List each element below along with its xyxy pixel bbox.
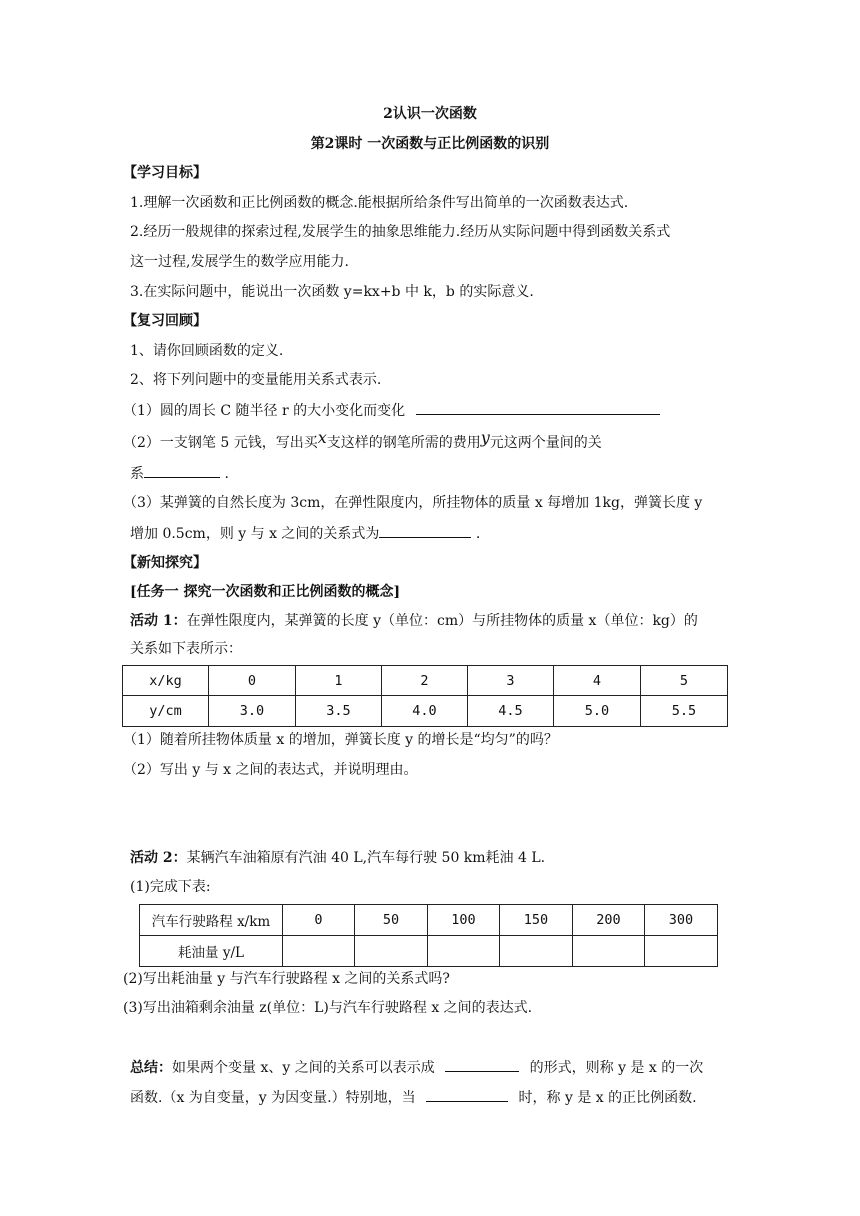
table-cell: 5.0 bbox=[554, 696, 641, 727]
activity1-q2: （2）写出 y 与 x 之间的表达式，并说明理由。 bbox=[123, 762, 418, 778]
table-cell: 4.5 bbox=[468, 696, 554, 727]
table-cell: 耗油量 y/L bbox=[140, 936, 283, 967]
summary-text-d: 时，称 y 是 x 的正比例函数. bbox=[518, 1090, 697, 1106]
fuel-input-cell[interactable] bbox=[500, 936, 573, 967]
review-part3-end: . bbox=[471, 526, 481, 542]
fuel-input-cell[interactable] bbox=[283, 936, 355, 967]
answer-blank-3[interactable] bbox=[379, 523, 471, 538]
activity1-intro-cont: 关系如下表所示： bbox=[130, 641, 242, 657]
fuel-table bbox=[139, 904, 718, 967]
table-cell: 2 bbox=[382, 666, 468, 696]
review-part3-cont bbox=[130, 523, 480, 544]
goal-item-2: 2.经历一般规律的探索过程,发展学生的抽象思维能力.经历从实际问题中得到函数关系式 bbox=[130, 224, 671, 240]
task1-heading: [任务一 探究一次函数和正比例函数的概念] bbox=[130, 584, 401, 600]
goal-item-2-cont: 这一过程,发展学生的数学应用能力. bbox=[130, 254, 349, 270]
doc-title: 2认识一次函数 bbox=[383, 106, 477, 122]
table-cell: 3.0 bbox=[209, 696, 296, 727]
table-cell: 4.0 bbox=[382, 696, 468, 727]
answer-blank-2[interactable] bbox=[144, 463, 220, 478]
review-part2-text-a: （2）一支钢笔 5 元钱，写出买 bbox=[123, 435, 318, 451]
fuel-input-cell[interactable] bbox=[645, 936, 718, 967]
activity2-intro bbox=[130, 848, 545, 868]
summary-label: 总结： bbox=[130, 1060, 172, 1076]
goal-item-1: 1.理解一次函数和正比例函数的概念.能根据所给条件写出简单的一次函数表达式. bbox=[130, 195, 629, 211]
summary-line2 bbox=[130, 1087, 697, 1108]
review-part3: （3）某弹簧的自然长度为 3cm，在弹性限度内，所挂物体的质量 x 每增加 1kg，弹簧长度 y bbox=[123, 495, 703, 511]
explore-heading: 【新知探究】 bbox=[123, 555, 207, 571]
review-heading: 【复习回顾】 bbox=[123, 313, 207, 329]
goals-heading: 【学习目标】 bbox=[123, 165, 207, 181]
table-cell: 0 bbox=[283, 905, 355, 936]
activity2-text: 某辆汽车油箱原有汽油 40 L,汽车每行驶 50 km耗油 4 L. bbox=[186, 850, 546, 866]
answer-blank-1[interactable] bbox=[416, 400, 660, 415]
fuel-input-cell[interactable] bbox=[355, 936, 428, 967]
review-part2-text-d: 系 bbox=[130, 466, 144, 482]
review-part2-text-b: 支这样的钢笔所需的费用 bbox=[326, 435, 481, 451]
doc-subtitle: 第2课时 一次函数与正比例函数的识别 bbox=[310, 136, 550, 152]
review-part2-cont bbox=[130, 463, 229, 484]
summary-blank-1[interactable] bbox=[445, 1057, 519, 1072]
summary-text-a: 如果两个变量 x、y 之间的关系可以表示成 bbox=[172, 1060, 435, 1076]
activity2-q2: (2)写出耗油量 y 与汽车行驶路程 x 之间的关系式吗? bbox=[123, 971, 450, 987]
table-cell: x/kg bbox=[123, 666, 209, 696]
review-part2 bbox=[123, 428, 602, 453]
spring-table-row-length bbox=[123, 696, 728, 727]
review-part2-text-c: 元这两个量间的关 bbox=[489, 435, 602, 451]
review-part1 bbox=[123, 400, 660, 421]
table-cell: 100 bbox=[428, 905, 500, 936]
spring-table bbox=[122, 665, 728, 727]
table-cell: y/cm bbox=[123, 696, 209, 727]
goal-item-3: 3.在实际问题中，能说出一次函数 y=kx+b 中 k，b 的实际意义. bbox=[130, 284, 534, 300]
fuel-table-row-distance bbox=[140, 905, 718, 936]
table-cell: 5 bbox=[641, 666, 728, 696]
table-cell: 1 bbox=[296, 666, 382, 696]
table-cell: 5.5 bbox=[641, 696, 728, 727]
table-cell: 300 bbox=[645, 905, 718, 936]
activity1-intro bbox=[130, 611, 698, 631]
review-part3-text-b: 增加 0.5cm，则 y 与 x 之间的关系式为 bbox=[130, 526, 380, 542]
activity1-text: 在弹性限度内，某弹簧的长度 y（单位：cm）与所挂物体的质量 x（单位：kg）的 bbox=[186, 613, 698, 629]
var-y: y bbox=[480, 428, 490, 447]
review-q1: 1、请你回顾函数的定义. bbox=[130, 343, 284, 359]
activity2-q1: (1)完成下表: bbox=[130, 879, 211, 895]
summary-line1 bbox=[130, 1057, 703, 1078]
fuel-table-row-consumption bbox=[140, 936, 718, 967]
summary-blank-2[interactable] bbox=[426, 1087, 508, 1102]
table-cell: 0 bbox=[209, 666, 296, 696]
table-cell: 汽车行驶路程 x/km bbox=[140, 905, 283, 936]
summary-text-c: 函数.（x 为自变量，y 为因变量.）特别地，当 bbox=[130, 1090, 416, 1106]
summary-text-b: 的形式，则称 y 是 x 的一次 bbox=[529, 1060, 704, 1076]
fuel-input-cell[interactable] bbox=[573, 936, 645, 967]
table-cell: 150 bbox=[500, 905, 573, 936]
table-cell: 50 bbox=[355, 905, 428, 936]
var-x: x bbox=[317, 428, 327, 447]
table-cell: 3.5 bbox=[296, 696, 382, 727]
table-cell: 3 bbox=[468, 666, 554, 696]
table-cell: 4 bbox=[554, 666, 641, 696]
activity1-label: 活动 1： bbox=[130, 613, 187, 629]
spring-table-row-mass bbox=[123, 666, 728, 696]
review-part2-end: . bbox=[220, 466, 229, 482]
fuel-input-cell[interactable] bbox=[428, 936, 500, 967]
review-part1-text: （1）圆的周长 C 随半径 r 的大小变化而变化 bbox=[123, 403, 406, 419]
table-cell: 200 bbox=[573, 905, 645, 936]
activity1-q1: （1）随着所挂物体质量 x 的增加，弹簧长度 y 的增长是“均匀”的吗？ bbox=[123, 732, 558, 748]
review-q2: 2、将下列问题中的变量能用关系式表示. bbox=[130, 372, 382, 388]
activity2-label: 活动 2： bbox=[130, 850, 187, 866]
activity2-q3: (3)写出油箱剩余油量 z(单位：L)与汽车行驶路程 x 之间的表达式. bbox=[123, 1000, 533, 1016]
